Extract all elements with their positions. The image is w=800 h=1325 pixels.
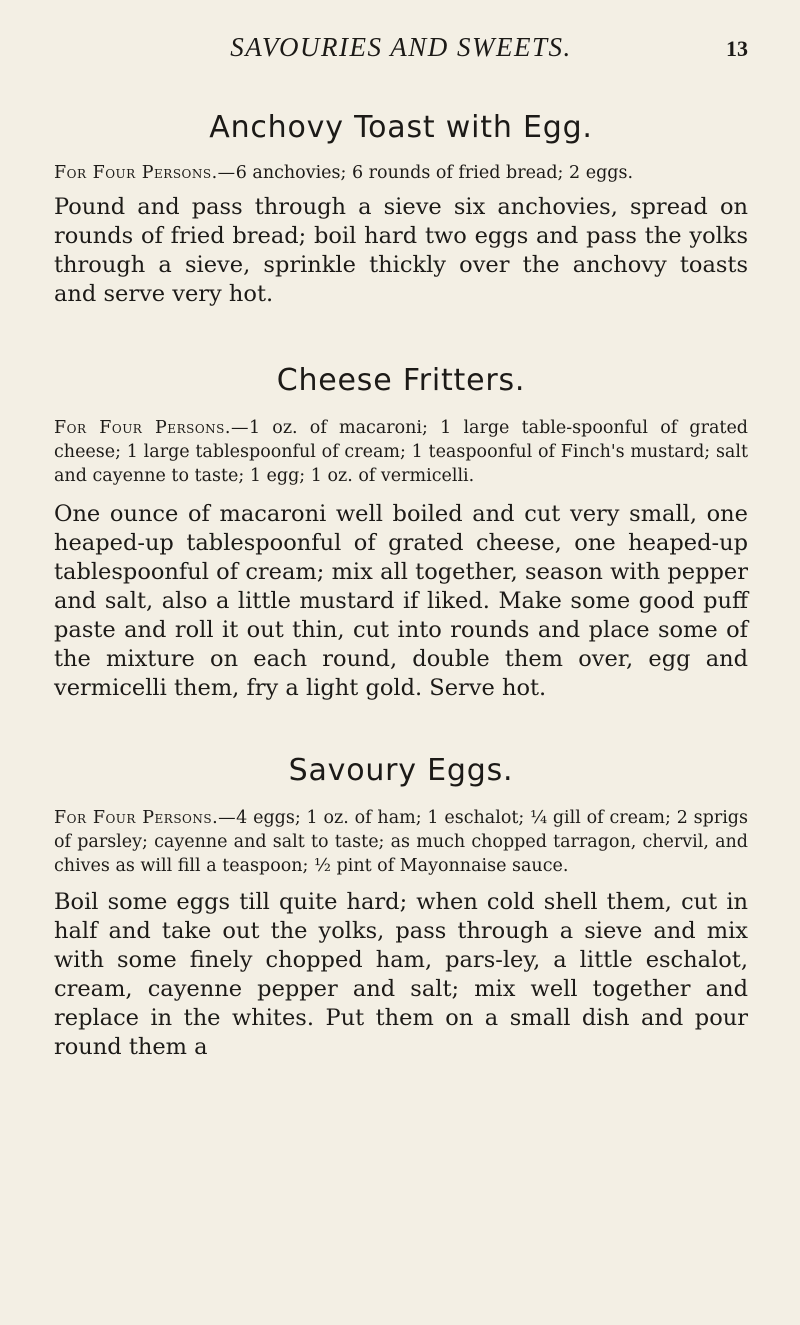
- recipe-cheese-fritters: [54, 363, 748, 703]
- ingredients-text: 4 eggs; 1 oz. of ham; 1 eschalot; ¼ gill of cream; 2 sprigs of parsley; cayenne and salt to taste; as much chopped tarragon, chervil, and chives as will fill a teaspoon; ½ pint of Mayonnaise sauce.: [54, 808, 748, 876]
- running-head-title: SAVOURIES AND SWEETS.: [230, 32, 572, 62]
- ingredients-text: 6 anchovies; 6 rounds of fried bread; 2 eggs.: [235, 163, 634, 183]
- recipe-title: Anchovy Toast with Egg.: [209, 110, 593, 145]
- ingredients-list: [54, 161, 748, 185]
- servings-label: For Four Persons.—: [54, 418, 249, 438]
- method-text: Boil some eggs till quite hard; when cold shell them, cut in half and take out the yolks, pass through a sieve and mix with some finely chopped ham, pars-ley, a little eschalot, cream, cayenne pepper and salt; mix well together and replace in the whites. Put them on a small dish and pour round them a: [54, 889, 748, 1060]
- recipe-title: Cheese Fritters.: [276, 363, 526, 398]
- servings-label: For Four Persons.—: [54, 808, 237, 828]
- ingredients-list: [54, 806, 748, 878]
- ingredients-list: [54, 416, 748, 488]
- running-head: [54, 32, 748, 82]
- page-number: 13: [726, 36, 748, 61]
- recipe-savoury-eggs: [54, 753, 748, 1062]
- book-page: [54, 0, 748, 1062]
- servings-label: For Four Persons.—: [54, 163, 236, 183]
- recipe-title: Savoury Eggs.: [288, 753, 514, 788]
- method-text: One ounce of macaroni well boiled and cut very small, one heaped-up tablespoonful of grated cheese, one heaped-up tablespoonful of cream; mix all together, season with pepper and salt, also a little mustard if liked. Make some good puff paste and roll it out thin, cut into rounds and place some of the mixture on each round, double them over, egg and vermicelli them, fry a light gold. Serve hot.: [54, 501, 748, 701]
- recipe-anchovy-toast: [54, 110, 748, 309]
- ingredients-text: 1 oz. of macaroni; 1 large table-spoonful of grated cheese; 1 large tablespoonful of cream; 1 teaspoonful of Finch's mustard; salt and cayenne to taste; 1 egg; 1 oz. of vermicelli.: [54, 418, 748, 486]
- method-text: Pound and pass through a sieve six anchovies, spread on rounds of fried bread; boil hard two eggs and pass the yolks through a sieve, sprinkle thickly over the anchovy toasts and serve very hot.: [54, 194, 748, 307]
